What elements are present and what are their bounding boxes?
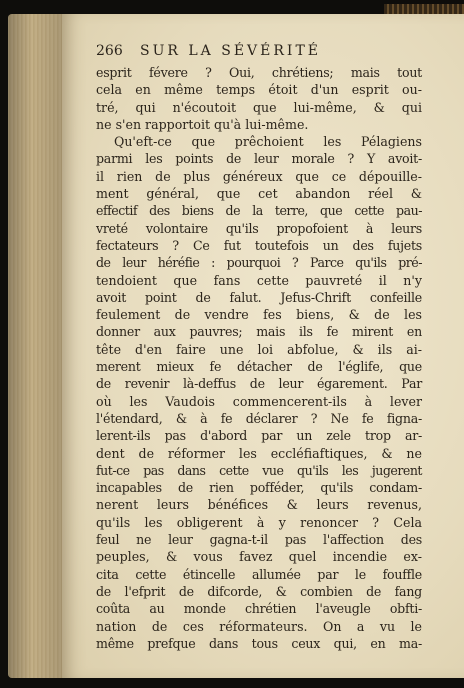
fore-edge-shadow: [8, 14, 68, 678]
text-line: incapables de rien pofféder, qu'ils condam-: [96, 480, 422, 496]
text-line: parmi les points de leur morale ? Y avoit-: [96, 151, 422, 167]
text-line: vreté volontaire qu'ils propofoient à leurs: [96, 220, 422, 236]
text-line: tête d'en faire une loi abfolue, & ils ai-: [96, 341, 422, 357]
text-line: ment général, que cet abandon réel &: [96, 186, 422, 202]
running-title: SUR LA SÉVÉRITÉ: [140, 43, 322, 59]
text-line: lerent-ils pas d'abord par un zele trop ar-: [96, 428, 422, 444]
text-line: avoit point de falut. Jefus-Chrift confeille: [96, 289, 422, 305]
text-line: même prefque dans tous ceux qui, en ma-: [96, 635, 422, 651]
text-line: tendoient que fans cette pauvreté il n'y: [96, 272, 422, 288]
text-line: de l'efprit de difcorde, & combien de fang: [96, 583, 422, 599]
page-header: [96, 40, 422, 64]
text-line: fut-ce pas dans cette vue qu'ils les jugerent: [96, 462, 422, 478]
text-line: dent de réformer les eccléfiaftiques, & ne: [96, 445, 422, 461]
text-line: Qu'eft-ce que prêchoient les Pélagiens: [114, 134, 422, 150]
text-line: nerent leurs bénéfices & leurs revenus,: [96, 497, 422, 513]
text-line: coûta au monde chrétien l'aveugle obfti-: [96, 601, 422, 617]
text-line: qu'ils les obligerent à y renoncer ? Cela: [96, 514, 422, 530]
paragraph-1: [96, 64, 422, 133]
text-line: cita cette étincelle allumée par le fouffle: [96, 566, 422, 582]
text-line: il rien de plus généreux que ce dépouille-: [96, 168, 422, 184]
cover-edge-ornament: [384, 4, 464, 14]
text-line: cela en même temps étoit d'un esprit ou-: [96, 82, 422, 98]
text-line: peuples, & vous favez quel incendie ex-: [96, 549, 422, 565]
page-number: 266: [96, 43, 123, 59]
text-line: de leur héréfie : pourquoi ? Parce qu'ils pré-: [96, 255, 422, 271]
text-line: donner aux pauvres; mais ils fe mirent en: [96, 324, 422, 340]
page-text-block: [96, 40, 422, 652]
text-line: nation de ces réformateurs. On a vu le: [96, 618, 422, 634]
text-line: ne s'en rapportoit qu'à lui-même.: [96, 116, 309, 132]
paragraph-2: [96, 133, 422, 652]
text-line: de revenir là-deffus de leur égarement. Par: [96, 376, 422, 392]
text-line: esprit févere ? Oui, chrétiens; mais tout: [96, 65, 422, 80]
text-line: l'étendard, & à fe déclarer ? Ne fe figna-: [96, 410, 422, 426]
text-line: merent mieux fe détacher de l'églife, que: [96, 359, 422, 375]
text-line: tré, qui n'écoutoit que lui-même, & qui: [96, 99, 422, 115]
text-line: où les Vaudois commencerent-ils à lever: [96, 393, 422, 409]
text-line: feul ne leur gagna-t-il pas l'affection des: [96, 532, 422, 548]
text-line: feulement de vendre fes biens, & de les: [96, 307, 422, 323]
text-line: effectif des biens de la terre, que cette pau-: [96, 203, 422, 219]
text-line: fectateurs ? Ce fut toutefois un des fujets: [96, 237, 422, 253]
